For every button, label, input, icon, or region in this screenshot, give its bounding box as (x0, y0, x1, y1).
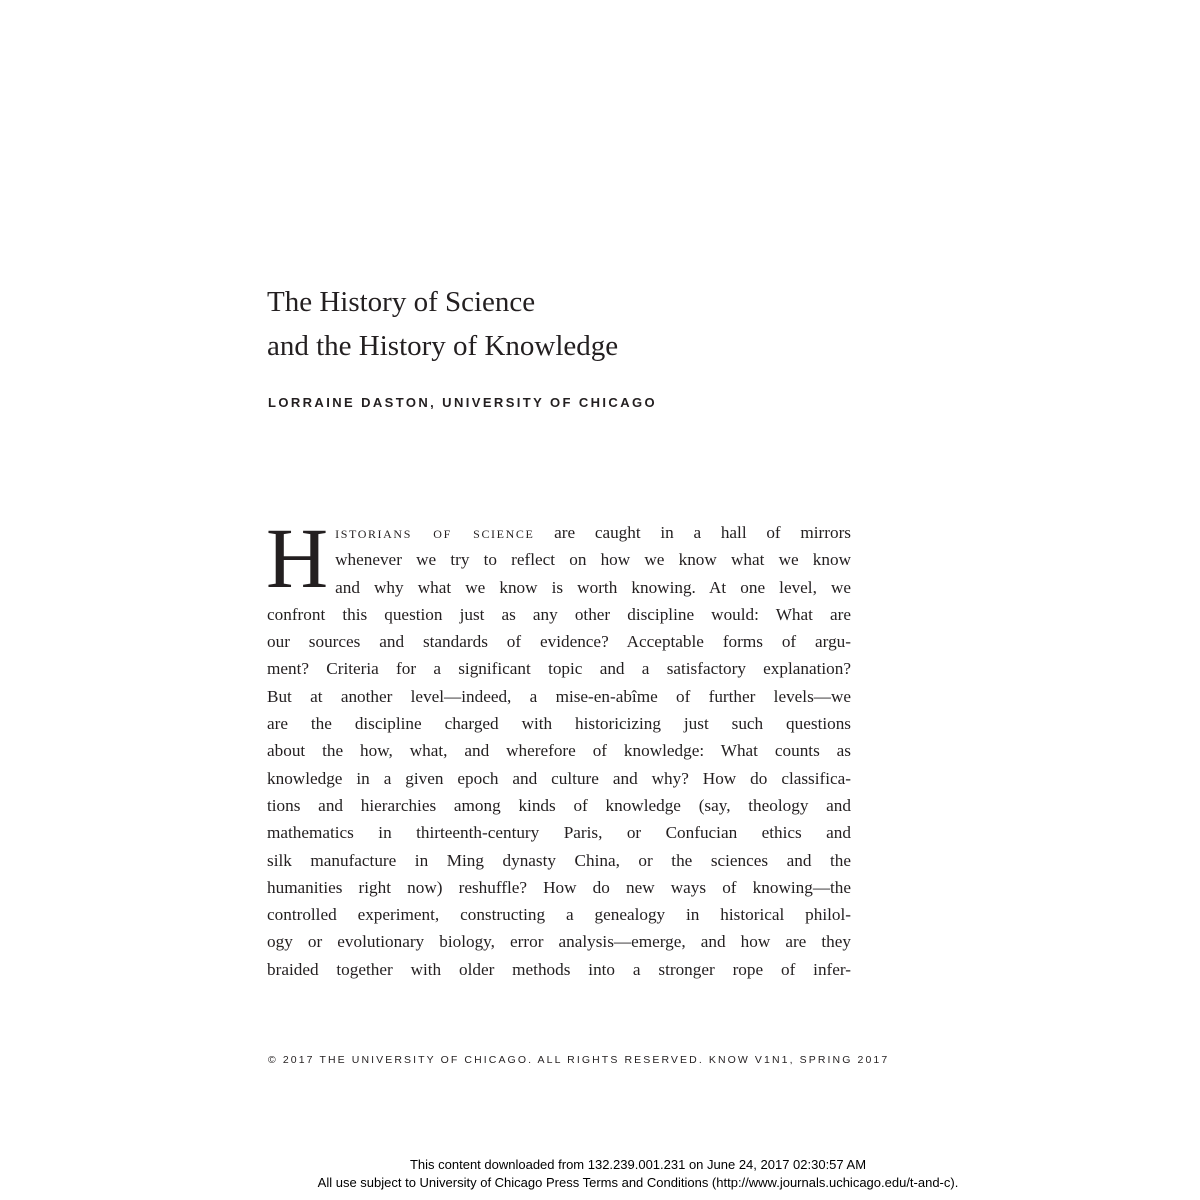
download-notice (0, 1156, 1200, 1192)
body-line: braided together with older methods into a stronger rope of infer- (267, 959, 851, 979)
body-paragraph (266, 510, 851, 983)
body-line: are the discipline charged with historicizing just such questions (267, 714, 851, 734)
body-line: about the how, what, and wherefore of knowledge: What counts as (267, 741, 851, 761)
body-line: confront this question just as any other discipline would: What are (267, 604, 851, 624)
body-line: knowledge in a given epoch and culture and why? How do classifica- (267, 768, 851, 788)
body-line: humanities right now) reshuffle? How do new ways of knowing—the (267, 877, 851, 897)
lead-in-smallcaps: istorians of science (335, 523, 535, 542)
author-byline: LORRAINE DASTON, UNIVERSITY OF CHICAGO (268, 395, 658, 410)
body-line: ogy or evolutionary biology, error analysis—emerge, and how are they (267, 932, 851, 952)
body-line: our sources and standards of evidence? Acceptable forms of argu- (267, 632, 851, 652)
body-line: tions and hierarchies among kinds of knowledge (say, theology and (267, 795, 851, 815)
article-title (267, 280, 867, 368)
body-line: silk manufacture in Ming dynasty China, or the sciences and the (267, 850, 851, 870)
copyright-notice: © 2017 THE UNIVERSITY OF CHICAGO. ALL RIGHTS RESERVED. KNOW V1N1, SPRING 2017 (268, 1054, 890, 1066)
download-notice-line-1: This content downloaded from 132.239.001.231 on June 24, 2017 02:30:57 AM (409, 1157, 867, 1172)
body-line-text: are caught in a hall of mirrors (534, 523, 851, 542)
article-title-line-2: and the History of Knowledge (267, 330, 619, 362)
body-line: mathematics in thirteenth-century Paris, or Confucian ethics and (267, 823, 851, 843)
download-notice-line-2: All use subject to University of Chicago Press Terms and Conditions (http://www.journals.uchicago.edu/t-and-c). (317, 1175, 959, 1190)
drop-cap-letter: H (266, 510, 329, 606)
body-line: But at another level—indeed, a mise-en-abîme of further levels—we (267, 686, 851, 706)
body-line: whenever we try to reflect on how we know what we know (335, 550, 851, 570)
body-line: ment? Criteria for a significant topic and a satisfactory explanation? (267, 659, 851, 679)
body-line: and why what we know is worth knowing. At one level, we (335, 577, 851, 597)
article-title-line-1: The History of Science (267, 286, 536, 318)
body-line (267, 519, 851, 546)
body-line: controlled experiment, constructing a genealogy in historical philol- (267, 905, 851, 925)
